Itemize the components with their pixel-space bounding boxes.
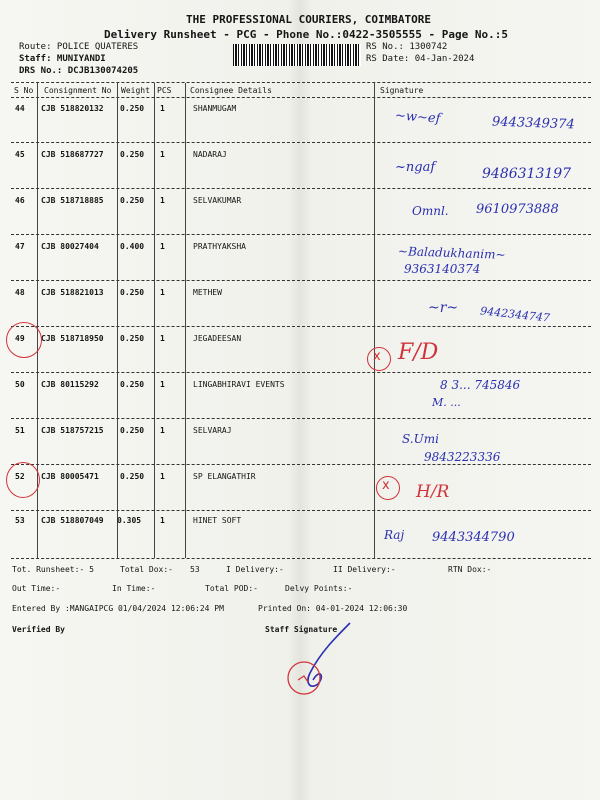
handwritten-signature-scribble: ~ngaf bbox=[395, 160, 436, 175]
col-header-consignment: Consignment No bbox=[44, 86, 112, 95]
row-weight: 0.250 bbox=[120, 196, 145, 205]
divider bbox=[11, 82, 591, 83]
row-consignment: CJB 518718885 bbox=[41, 196, 104, 205]
handwritten-phone-r51: 9843223336 bbox=[424, 450, 501, 464]
staff-signature-label: Staff Signature bbox=[265, 625, 338, 634]
row-divider bbox=[11, 326, 591, 327]
row-weight: 0.250 bbox=[120, 334, 145, 343]
total-dox-value: 53 bbox=[190, 565, 200, 574]
col-header-signature: Signature bbox=[380, 86, 424, 95]
row-sno: 52 bbox=[15, 472, 25, 481]
col-header-sno: S No bbox=[14, 86, 34, 95]
row-consignee: LINGABHIRAVI EVENTS bbox=[193, 380, 285, 389]
row-weight: 0.250 bbox=[120, 104, 145, 113]
row-consignee: SELVARAJ bbox=[193, 426, 232, 435]
row-pcs: 1 bbox=[160, 516, 165, 525]
delvy-points: Delvy Points:- bbox=[285, 584, 353, 593]
col-header-pcs: PCS bbox=[157, 86, 172, 95]
row-divider bbox=[11, 142, 591, 143]
row-pcs: 1 bbox=[160, 426, 165, 435]
row-divider bbox=[11, 280, 591, 281]
row-divider bbox=[11, 234, 591, 235]
row-divider bbox=[11, 418, 591, 419]
row-divider bbox=[11, 464, 591, 465]
handwritten-signature-scribble: ~r~ bbox=[428, 300, 459, 316]
row-consignee: NADARAJ bbox=[193, 150, 227, 159]
row-pcs: 1 bbox=[160, 334, 165, 343]
handwritten-status-r49: F/D bbox=[398, 340, 439, 365]
rs-number: RS No.: 1300742 bbox=[366, 42, 448, 52]
row-pcs: 1 bbox=[160, 242, 165, 251]
drs-number: DRS No.: DCJB130074205 bbox=[19, 66, 139, 76]
company-name: THE PROFESSIONAL COURIERS, COIMBATORE bbox=[186, 13, 432, 26]
row-pcs: 1 bbox=[160, 196, 165, 205]
runsheet-subtitle: Delivery Runsheet - PCG - Phone No.:0422-3505555 - Page No.:5 bbox=[104, 28, 508, 41]
column-separator bbox=[185, 83, 186, 558]
tot-runsheet: Tot. Runsheet:- 5 bbox=[12, 565, 94, 574]
row-consignee: PRATHYAKSHA bbox=[193, 242, 246, 251]
row-sno: 53 bbox=[15, 516, 25, 525]
handwritten-phone-r53: 9443344790 bbox=[432, 530, 515, 545]
verified-by: Verified By bbox=[12, 625, 65, 634]
row-consignment: CJB 518807049 bbox=[41, 516, 104, 525]
handwritten-phone-r46: 9610973888 bbox=[476, 202, 559, 217]
row-sno: 48 bbox=[15, 288, 25, 297]
handwritten-signature-scribble: Raj bbox=[384, 528, 405, 542]
row-sno: 44 bbox=[15, 104, 25, 113]
handwritten-phone-r47: 9363140374 bbox=[404, 262, 481, 276]
row-consignee: SP ELANGATHIR bbox=[193, 472, 256, 481]
row-consignment: CJB 80115292 bbox=[41, 380, 99, 389]
col-header-consignee: Consignee Details bbox=[190, 86, 272, 95]
out-time: Out Time:- bbox=[12, 584, 61, 593]
row-pcs: 1 bbox=[160, 150, 165, 159]
red-circle-mark bbox=[6, 322, 42, 358]
rs-date: RS Date: 04-Jan-2024 bbox=[366, 54, 475, 64]
row-consignee: SHANMUGAM bbox=[193, 104, 237, 113]
row-weight: 0.250 bbox=[120, 150, 145, 159]
row-sno: 46 bbox=[15, 196, 25, 205]
entered-by: Entered By :MANGAIPCG 01/04/2024 12:06:24 PM bbox=[12, 604, 224, 613]
row-weight: 0.250 bbox=[120, 380, 145, 389]
staff-name: Staff: MUNIYANDI bbox=[19, 54, 106, 64]
row-pcs: 1 bbox=[160, 380, 165, 389]
col-header-weight: Weight bbox=[121, 86, 150, 95]
divider bbox=[11, 97, 591, 98]
row-divider bbox=[11, 510, 591, 511]
row-consignee: METHEW bbox=[193, 288, 222, 297]
row-weight: 0.250 bbox=[120, 426, 145, 435]
row-sno: 47 bbox=[15, 242, 25, 251]
red-x-mark: x bbox=[373, 349, 381, 364]
column-separator bbox=[117, 83, 118, 558]
row-weight: 0.250 bbox=[120, 288, 145, 297]
total-pod: Total POD:- bbox=[205, 584, 258, 593]
handwritten-phone-r50: 8 3... 745846 bbox=[440, 378, 521, 392]
row-consignment: CJB 518820132 bbox=[41, 104, 104, 113]
column-separator bbox=[374, 83, 375, 558]
rtn-dox: RTN Dox:- bbox=[448, 565, 492, 574]
row-consignment: CJB 518718950 bbox=[41, 334, 104, 343]
ii-delivery: II Delivery:- bbox=[333, 565, 396, 574]
red-circle-mark bbox=[6, 462, 40, 498]
column-separator bbox=[154, 83, 155, 558]
row-divider bbox=[11, 372, 591, 373]
row-sno: 50 bbox=[15, 380, 25, 389]
row-consignment: CJB 518757215 bbox=[41, 426, 104, 435]
handwritten-phone-r44: 9443349374 bbox=[491, 114, 575, 133]
row-consignee: SELVAKUMAR bbox=[193, 196, 242, 205]
handwritten-signature-scribble: ~w~ef bbox=[394, 108, 441, 127]
i-delivery: I Delivery:- bbox=[226, 565, 284, 574]
row-consignee: HINET SOFT bbox=[193, 516, 242, 525]
staff-signature-scribble bbox=[280, 618, 360, 708]
red-x-mark: x bbox=[382, 478, 390, 493]
handwritten-phone-r48: 9442344747 bbox=[479, 304, 551, 325]
handwritten-signature-scribble: ~Baladukhanim~ bbox=[397, 244, 506, 262]
row-consignment: CJB 80027404 bbox=[41, 242, 99, 251]
row-pcs: 1 bbox=[160, 472, 165, 481]
row-sno: 51 bbox=[15, 426, 25, 435]
row-consignee: JEGADEESAN bbox=[193, 334, 242, 343]
row-sno: 45 bbox=[15, 150, 25, 159]
handwritten-status-r52: H/R bbox=[416, 482, 450, 502]
printed-on: Printed On: 04-01-2024 12:06:30 bbox=[258, 604, 408, 613]
barcode bbox=[233, 44, 361, 66]
row-pcs: 1 bbox=[160, 104, 165, 113]
row-divider bbox=[11, 188, 591, 189]
in-time: In Time:- bbox=[112, 584, 156, 593]
total-dox-label: Total Dox:- bbox=[120, 565, 173, 574]
route: Route: POLICE QUATERES bbox=[19, 42, 139, 52]
handwritten-name-r50: M. ... bbox=[432, 396, 461, 409]
row-weight: 0.250 bbox=[120, 472, 145, 481]
row-sno: 49 bbox=[15, 334, 25, 343]
handwritten-phone-r45: 9486313197 bbox=[482, 166, 572, 182]
row-weight: 0.400 bbox=[120, 242, 145, 251]
row-consignment: CJB 80005471 bbox=[41, 472, 99, 481]
row-divider bbox=[11, 558, 591, 559]
row-pcs: 1 bbox=[160, 288, 165, 297]
row-weight: 0.305 bbox=[117, 516, 142, 525]
row-consignment: CJB 518687727 bbox=[41, 150, 104, 159]
handwritten-signature-scribble: Omnl. bbox=[412, 204, 449, 218]
row-consignment: CJB 518821013 bbox=[41, 288, 104, 297]
handwritten-name-r51: S.Umi bbox=[402, 432, 439, 446]
